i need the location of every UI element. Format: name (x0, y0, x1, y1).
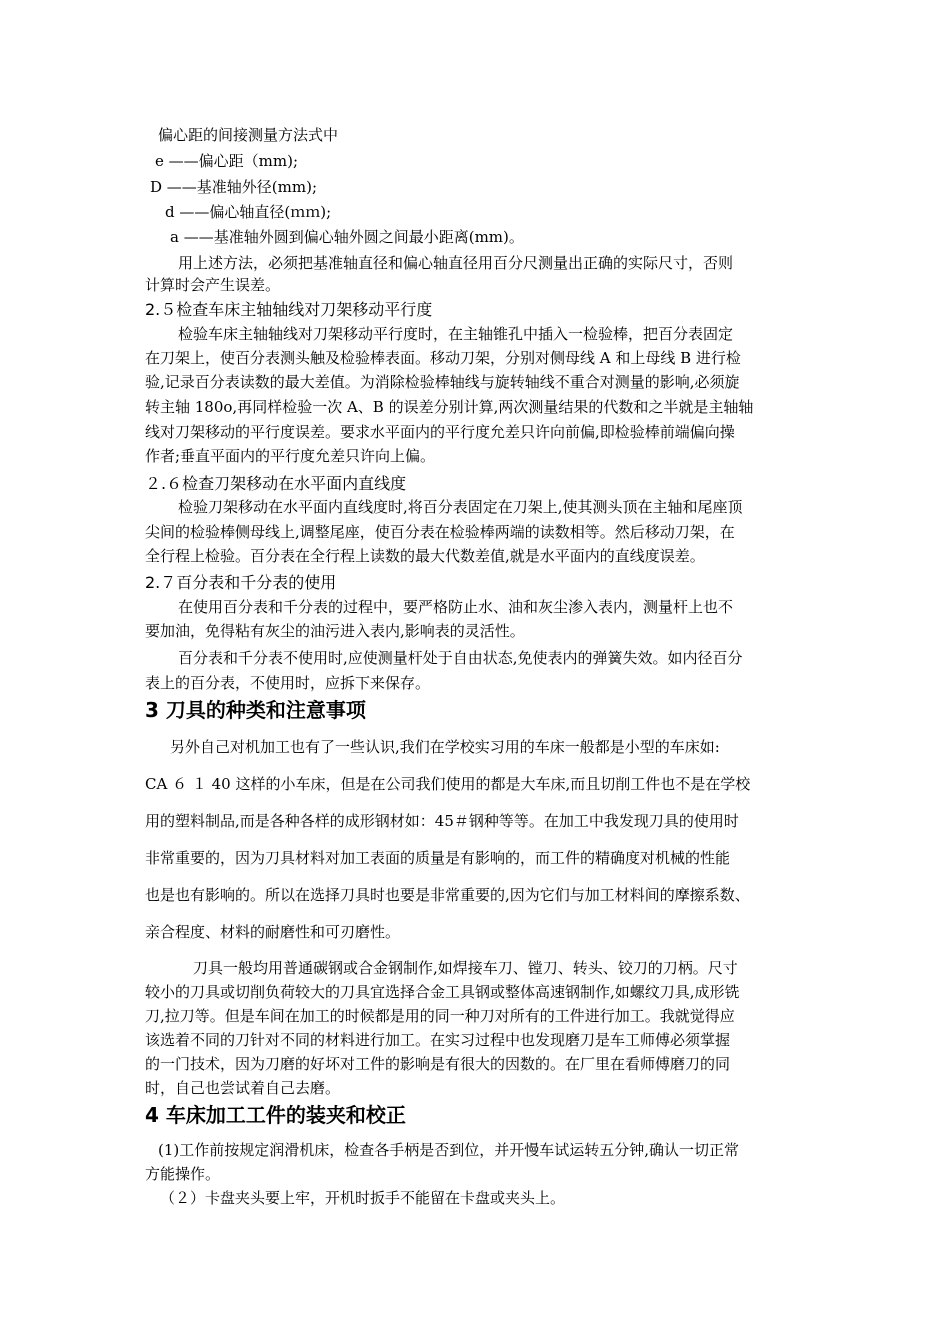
section-4-line: （２）卡盘夹头要上牢，开机时扳手不能留在卡盘或夹头上。 (160, 1189, 566, 1207)
section-4-heading: 4 车床加工工件的装夹和校正 (145, 1103, 406, 1127)
section-2-5-line: 线对刀架移动的平行度误差。要求水平面内的平行度允差只许向前偏,即检验棒前端偏向操 (145, 423, 735, 441)
section-2-7-line: 表上的百分表，不使用时，应拆下来保存。 (145, 674, 431, 692)
section-2-7-line: 在使用百分表和千分表的过程中，要严格防止水、油和灰尘渗入表内，测量杆上也不 (178, 598, 734, 616)
section-2-6-heading: ２.６检查刀架移动在水平面内直线度 (145, 474, 407, 493)
section-2-7-line: 百分表和千分表不使用时,应使测量杆处于自由状态,免使表内的弹簧失效。如内径百分 (178, 649, 743, 667)
section-3-line: 的一门技术，因为刀磨的好坏对工件的影响是有很大的因数的。在厂里在看师傅磨刀的同 (145, 1055, 731, 1073)
section-2-6-line: 尖间的检验棒侧母线上,调整尾座，使百分表在检验棒两端的读数相等。然后移动刀架，在 (145, 523, 735, 541)
section-2-6-line: 全行程上检验。百分表在全行程上读数的最大代数差值,就是水平面内的直线度误差。 (145, 547, 705, 565)
section-3-wide-line: 亲合程度、材料的耐磨性和可刃磨性。 (145, 923, 401, 941)
section-2-5-line: 检验车床主轴轴线对刀架移动平行度时，在主轴锥孔中插入一检验棒，把百分表固定 (178, 325, 734, 343)
formula-note-1: 用上述方法，必须把基准轴直径和偏心轴直径用百分尺测量出正确的实际尺寸，否则 (178, 254, 734, 272)
section-3-line: 时，自己也尝试着自己去磨。 (145, 1079, 341, 1097)
formula-e: e ——偏心距（mm); (155, 152, 298, 170)
formula-intro: 偏心距的间接测量方法式中 (158, 126, 339, 144)
section-3-wide-line: CA ６ １ 40 这样的小车床，但是在公司我们使用的都是大车床,而且切削工件也不是在学校 (145, 775, 751, 793)
section-3-wide-line: 非常重要的，因为刀具材料对加工表面的质量是有影响的，而工件的精确度对机械的性能 (145, 849, 731, 867)
section-2-5-line: 验,记录百分表读数的最大差值。为消除检验棒轴线与旋转轴线不重合对测量的影响,必须旋 (145, 373, 740, 391)
section-3-line: 刀,拉刀等。但是车间在加工的时候都是用的同一种刀对所有的工件进行加工。我就觉得应 (145, 1007, 735, 1025)
section-3-line: 该选着不同的刀针对不同的材料进行加工。在实习过程中也发现磨刀是车工师傅必须掌握 (145, 1031, 731, 1049)
formula-note-2: 计算时会产生误差。 (145, 276, 281, 294)
formula-d: d ——偏心轴直径(ｍｍ); (165, 203, 332, 221)
section-3-heading: 3 刀具的种类和注意事项 (145, 698, 366, 722)
section-4-line: 方能操作。 (145, 1165, 221, 1183)
section-3-line: 刀具一般均用普通碳钢或合金钢制作,如焊接车刀、镗刀、转头、铰刀的刀柄。尺寸 (193, 959, 738, 977)
formula-D: D ——基准轴外径(mm); (150, 178, 318, 196)
section-2-5-line: 在刀架上，使百分表测头触及检验棒表面。移动刀架，分别对侧母线 A 和上母线 B 进行检 (145, 349, 741, 367)
section-2-5-line: 转主轴 180o,再同样检验一次 A、B 的误差分别计算,两次测量结果的代数和之半就是主轴轴 (145, 398, 754, 416)
formula-a: a ——基准轴外圆到偏心轴外圆之间最小距离(mm)。 (170, 228, 524, 246)
section-3-wide-line: 用的塑料制品,而是各种各样的成形钢材如：45＃钢种等等。在加工中我发现刀具的使用时 (145, 812, 739, 830)
section-4-line: (1)工作前按规定润滑机床，检查各手柄是否到位，并开慢车试运转五分钟,确认一切正常 (158, 1141, 740, 1159)
section-3-wide-line: 另外自己对机加工也有了一些认识,我们在学校实习用的车床一般都是小型的车床如: (170, 738, 720, 756)
section-2-7-heading: 2.７百分表和千分表的使用 (145, 573, 337, 592)
section-2-7-line: 要加油，免得粘有灰尘的油污进入表内,影响表的灵活性。 (145, 622, 525, 640)
section-3-line: 较小的刀具或切削负荷较大的刀具宜选择合金工具钢或整体高速钢制作,如螺纹刀具,成形铣 (145, 983, 740, 1001)
section-2-5-line: 作者;垂直平面内的平行度允差只许向上偏。 (145, 447, 436, 465)
section-2-5-heading: 2.５检查车床主轴轴线对刀架移动平行度 (145, 300, 433, 319)
section-3-wide-line: 也是也有影响的。所以在选择刀具时也要是非常重要的,因为它们与加工材料间的摩擦系数、 (145, 886, 750, 904)
section-2-6-line: 检验刀架移动在水平面内直线度时,将百分表固定在刀架上,使其测头顶在主轴和尾座顶 (178, 498, 743, 516)
